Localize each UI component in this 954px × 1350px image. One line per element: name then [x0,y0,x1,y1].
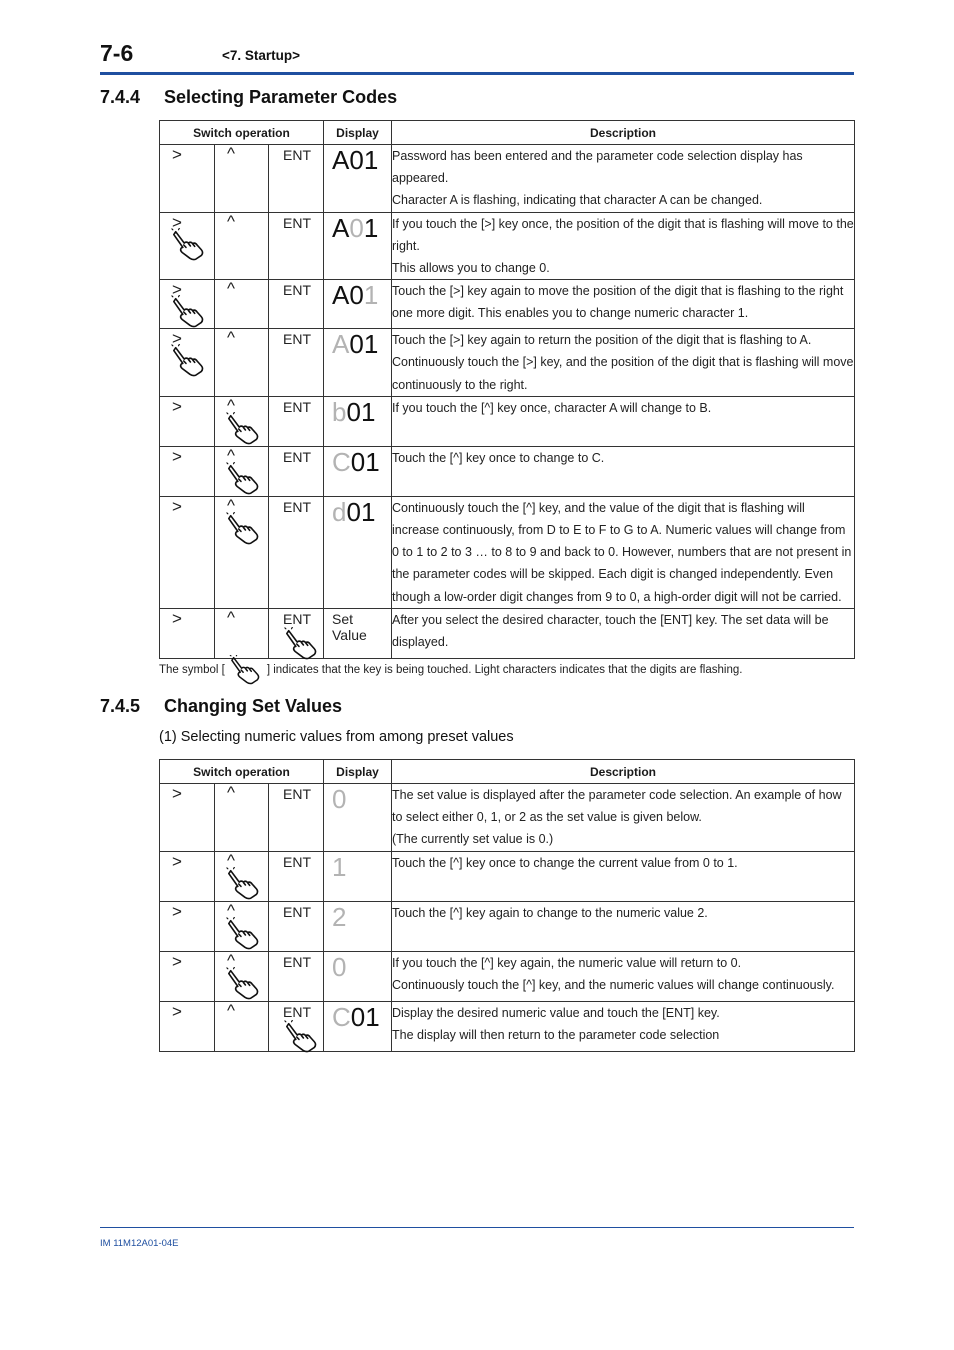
ent-key-label: ENT [283,214,311,231]
display-readout [332,953,346,981]
display-readout [332,330,378,358]
up-key-icon: ^ [227,211,235,231]
display-char: 1 [365,446,380,477]
switch-cell-up [215,280,269,329]
switch-cell-up [215,1001,269,1051]
touch-hand-icon [225,512,263,546]
description-text: Password has been entered and the parameter code selection display has appeared. [392,149,803,186]
description-text: Touch the [>] key again to move the position of the digit that is flashing to the right one more digit. This enables you to change numeric character 1. [392,284,844,321]
note-text-before: The symbol [ [159,664,225,676]
description-cell [392,851,855,901]
table-row [160,496,855,608]
switch-cell-up [215,396,269,446]
description-cell [392,496,855,608]
switch-cell-ent [269,446,324,496]
description-cell [392,212,855,280]
right-key-icon: > [172,145,182,164]
document-code: IM 11M12A01-04E [100,1238,179,1249]
section-title: Selecting Parameter Codes [164,87,398,107]
display-readout [332,146,378,174]
switch-cell-ent [269,951,324,1001]
display-char-flashing: C [332,1001,351,1032]
display-cell [324,396,392,446]
display-char: 1 [363,212,379,243]
description-text: Touch the [^] key once to change the current value from 0 to 1. [392,855,738,870]
switch-cell-right [160,784,215,852]
right-key-icon: > [172,446,182,466]
switch-cell-right [160,496,215,608]
display-char-flashing: A [332,329,350,360]
description-text: Touch the [^] key once to change to C. [392,450,605,465]
switch-cell-ent [269,784,324,852]
display-cell [324,608,392,658]
display-char: 1 [360,396,376,427]
display-char-flashing: 1 [363,280,379,311]
switch-cell-ent [269,901,324,951]
touch-hand-icon [225,967,263,1001]
col-description: Description [392,121,855,145]
switch-cell-right [160,951,215,1001]
up-key-icon: ^ [227,783,235,802]
switch-cell-ent [269,1001,324,1051]
table-row [160,784,855,852]
switch-cell-ent [269,280,324,329]
switch-cell-right [160,446,215,496]
col-display: Display [324,121,392,145]
table-row [160,280,855,329]
table-row [160,608,855,658]
description-text: If you touch the [>] key once, the position of the digit that is flashing will move to the right. [392,216,854,253]
display-char: 1 [363,329,379,360]
switch-cell-up [215,901,269,951]
table-row [160,396,855,446]
header-rule [100,72,854,75]
display-char-flashing: 1 [332,851,347,882]
up-key-icon: ^ [227,395,235,415]
right-key-icon: > [172,496,182,516]
switch-cell-up [215,446,269,496]
right-key-icon: > [172,1001,182,1021]
table-row [160,446,855,496]
section-number: 7.4.4 [100,87,141,107]
switch-cell-up [215,496,269,608]
description-cell [392,396,855,446]
switch-cell-ent [269,496,324,608]
set-value-table [159,759,855,1052]
switch-cell-right [160,396,215,446]
switch-cell-right [160,851,215,901]
section-title: Changing Set Values [164,696,343,716]
touch-hand-icon [225,917,263,951]
description-text: Continuously touch the [^] key, and the value of the digit that is flashing will increase continuously, from D to E to F to G to A. Numeric values will change from 0 to 1 to 2 to 3 … to 8 to 9 and back to 0. However, numbers that are not present in the parameter codes will be skipped. Each digit is changed independently. Even though a low-order digit changes from 9 to 0, a high-order digit will not be carried. [392,500,852,604]
description-text: Continuously touch the [>] key, and the position of the digit that is flashing will move continuously to the right. [392,355,854,392]
display-char: 0 [350,446,366,477]
display-char-flashing: b [332,396,347,427]
description-cell [392,446,855,496]
ent-key-label: ENT [283,610,311,627]
touch-hand-icon [225,867,263,901]
description-text: Touch the [^] key again to change to the numeric value 2. [392,905,708,920]
description-cell [392,145,855,213]
up-key-icon: ^ [227,1000,235,1020]
description-cell [392,901,855,951]
switch-cell-up [215,851,269,901]
ent-key-label: ENT [283,282,311,299]
up-key-icon: ^ [227,950,235,970]
display-char: A [332,145,350,175]
col-description: Description [392,760,855,784]
table-row [160,329,855,397]
description-text: If you touch the [^] key again, the numeric value will return to 0. [392,955,742,970]
display-cell [324,446,392,496]
display-cell [324,784,392,852]
switch-cell-ent [269,851,324,901]
switch-cell-up [215,212,269,280]
section-heading-7-4-5 [100,696,342,717]
section-heading-7-4-4 [100,87,397,108]
ent-key-label: ENT [283,786,311,802]
display-char: 0 [349,145,364,175]
switch-cell-up [215,951,269,1001]
description-text: Display the desired numeric value and touch the [ENT] key. [392,1005,720,1020]
description-text: After you select the desired character, touch the [ENT] key. The set data will be displayed. [392,612,829,650]
display-char: 0 [346,396,361,427]
switch-cell-ent [269,396,324,446]
display-char-flashing: C [332,446,351,477]
display-cell [324,280,392,329]
note-text-after: ] indicates that the key is being touched. Light characters indicates that the digits are flashing. [266,664,743,676]
touch-hand-icon [170,228,208,262]
up-key-icon: ^ [227,900,235,920]
switch-cell-up [215,608,269,658]
footer-rule [100,1227,854,1228]
display-readout [332,448,380,476]
display-readout [332,498,375,526]
description-cell [392,280,855,329]
right-key-icon: > [172,212,182,232]
table-row [160,851,855,901]
display-cell [324,951,392,1001]
parameter-code-table [159,120,855,659]
description-text: This allows you to change 0. [392,261,550,276]
switch-cell-right [160,145,215,213]
display-cell [324,901,392,951]
touch-hand-icon [170,295,208,329]
up-key-icon: ^ [227,607,235,627]
display-set-value: Set Value [332,610,367,643]
display-char: 0 [349,329,364,360]
display-cell [324,851,392,901]
description-text: Touch the [>] key again to return the position of the digit that is flashing to A. [392,333,812,348]
description-cell [392,608,855,658]
right-key-icon: > [172,851,182,871]
display-char: A [332,212,350,243]
description-text: (The currently set value is 0.) [392,832,554,847]
description-text: The set value is displayed after the parameter code selection. An example of how to select either 0, 1, or 2 as the set value is given below. [392,788,842,825]
switch-cell-right [160,901,215,951]
touch-hand-icon [225,412,263,446]
symbol-note [159,655,742,685]
touch-hand-icon [227,655,265,685]
touch-hand-icon [170,344,208,378]
display-char-flashing: d [332,496,347,527]
display-char: 1 [360,496,376,527]
display-readout [332,785,346,813]
switch-cell-ent [269,608,324,658]
table-row [160,951,855,1001]
description-text: If you touch the [^] key once, character A will change to B. [392,400,712,415]
ent-key-label: ENT [283,853,311,870]
table-row [160,212,855,280]
up-key-icon: ^ [227,445,235,465]
switch-cell-right [160,280,215,329]
display-char: 0 [350,1001,366,1032]
ent-key-label: ENT [283,498,311,515]
description-text: The display will then return to the parameter code selection [392,1027,720,1042]
right-key-icon: > [172,951,182,971]
display-cell [324,1001,392,1051]
right-key-icon: > [172,784,182,803]
display-cell [324,145,392,213]
ent-key-label: ENT [283,903,311,920]
col-switch-operation: Switch operation [160,760,324,784]
description-cell [392,951,855,1001]
switch-cell-right [160,608,215,658]
display-readout [332,1003,380,1031]
display-readout [332,903,346,931]
display-readout [332,281,378,309]
description-cell [392,1001,855,1051]
description-cell [392,784,855,852]
display-char-flashing: 0 [332,784,347,814]
table-row [160,1001,855,1051]
description-cell [392,329,855,397]
table-row [160,901,855,951]
description-text: Continuously touch the [^] key, and the numeric values will change continuously. [392,977,835,992]
ent-key-label: ENT [283,1003,311,1020]
switch-cell-right [160,329,215,397]
display-cell [324,496,392,608]
right-key-icon: > [172,280,182,300]
col-display: Display [324,760,392,784]
display-readout [332,398,375,426]
up-key-icon: ^ [227,495,235,515]
table-row [160,145,855,213]
display-readout [332,853,346,881]
page-number: 7-6 [100,40,134,66]
description-text: Character A is flashing, indicating that character A can be changed. [392,193,763,208]
ent-key-label: ENT [283,331,311,348]
ent-key-label: ENT [283,953,311,970]
right-key-icon: > [172,396,182,416]
col-switch-operation: Switch operation [160,121,324,145]
switch-cell-ent [269,212,324,280]
subsection-title: (1) Selecting numeric values from among preset values [159,729,514,745]
touch-hand-icon [225,462,263,496]
display-char: 1 [365,1001,380,1032]
ent-key-label: ENT [283,398,311,415]
display-cell [324,329,392,397]
up-key-icon: ^ [227,144,235,163]
display-char: 0 [346,496,361,527]
ent-key-label: ENT [283,448,311,465]
switch-cell-up [215,145,269,213]
switch-cell-ent [269,329,324,397]
right-key-icon: > [172,901,182,921]
display-char-flashing: 2 [332,901,347,932]
display-char: 0 [349,280,364,311]
up-key-icon: ^ [227,279,235,299]
right-key-icon: > [172,329,182,349]
chapter-title: <7. Startup> [222,48,301,63]
display-char-flashing: 0 [332,951,347,982]
right-key-icon: > [172,608,182,628]
section-number: 7.4.5 [100,696,141,716]
display-readout [332,214,378,242]
switch-cell-ent [269,145,324,213]
display-char-flashing: 0 [349,212,364,243]
switch-cell-up [215,329,269,397]
display-char: 1 [363,145,379,175]
switch-cell-up [215,784,269,852]
touch-hand-icon [283,1020,321,1054]
display-cell [324,212,392,280]
ent-key-label: ENT [283,147,311,163]
up-key-icon: ^ [227,850,235,870]
switch-cell-right [160,1001,215,1051]
display-char: A [332,280,350,311]
up-key-icon: ^ [227,328,235,348]
switch-cell-right [160,212,215,280]
